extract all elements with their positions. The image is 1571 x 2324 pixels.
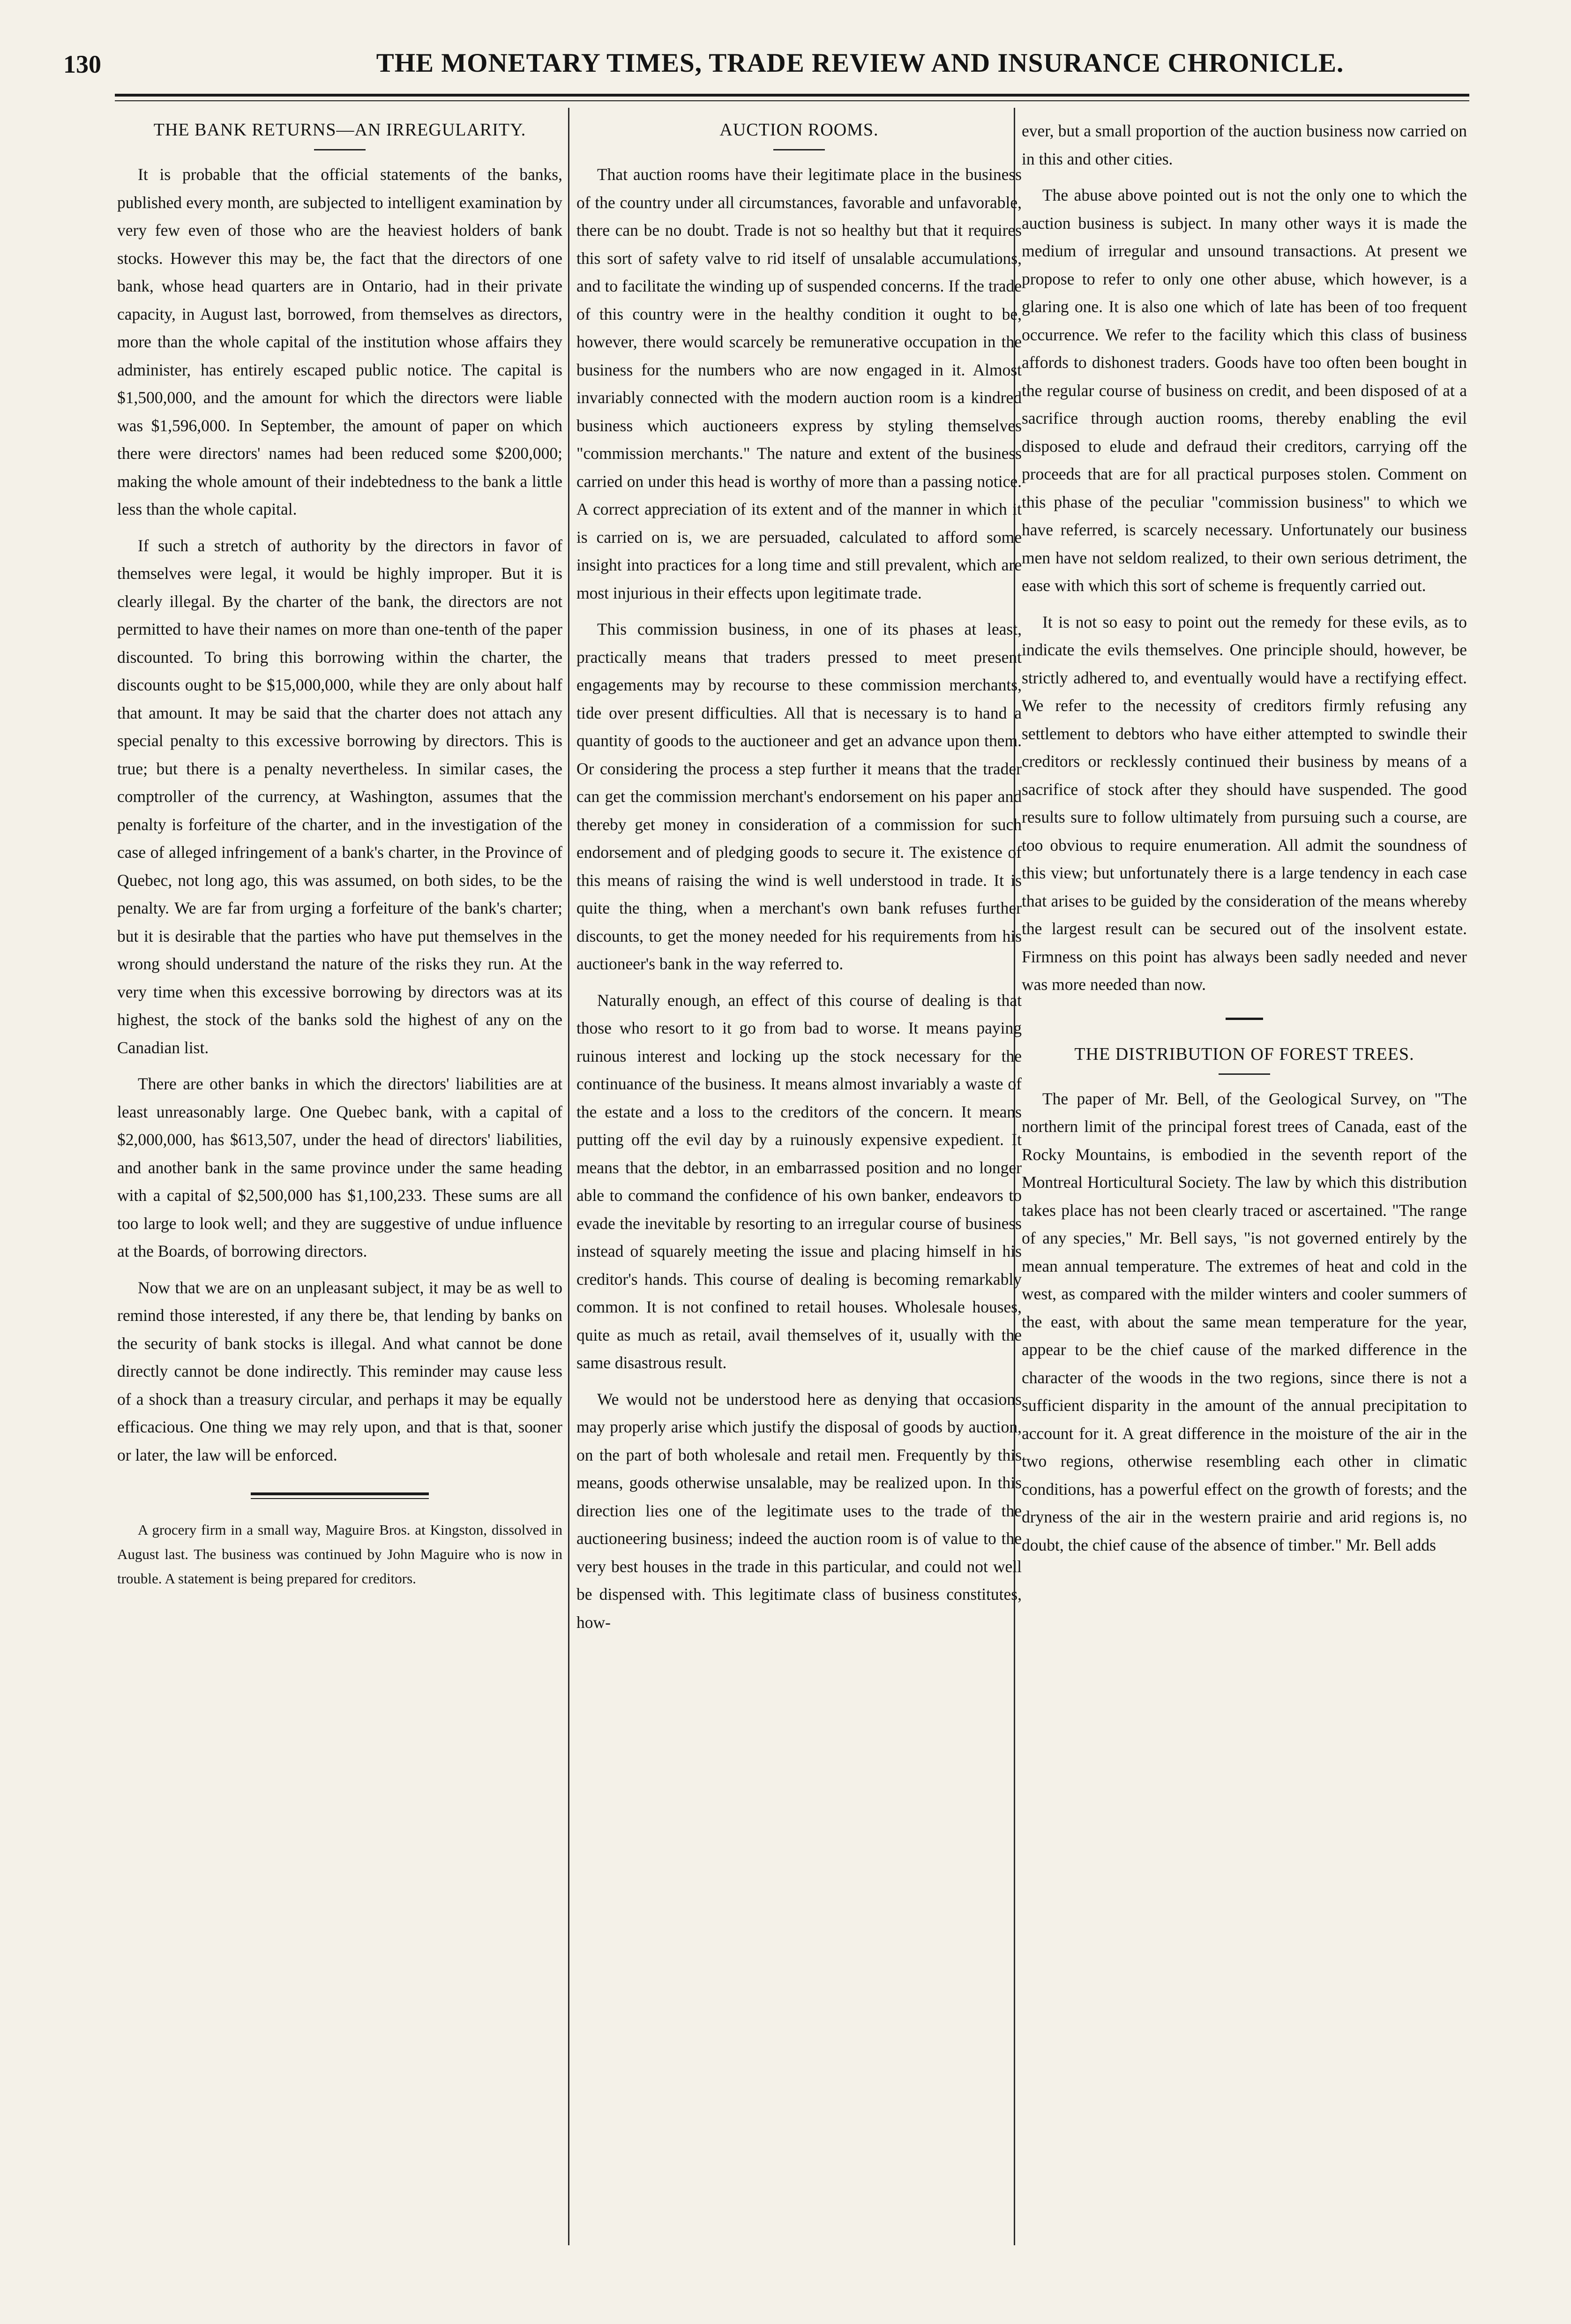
paragraph: We would not be understood here as denying that occasions may properly arise which justify the disposal of goods by auction, on the part of both wholesale and retail men. Frequently by this means, goods otherwise unsalable, may be realized upon. In this direction lies one of the legitimate uses to the trade of the auctioneering business; indeed the auction room is of value to the very best houses in the trade in this particular, and could not well be dispensed with. This legitimate class of business constitutes, how-: [576, 1389, 1022, 1632]
paragraph: That auction rooms have their legitimate place in the business of the country under all circumstances, favorable and unfavorable, there can be no doubt. Trade is not so healthy but that it requires this sort of safety valve to rid itself of unsalable accumulations, and to facilitate the winding up of suspended concerns. If the trade of this country were in the healthy condition it ought to be, however, there would scarcely be remunerative occupation in the business for the numbers who are now engaged in it. Almost invariably connected with the modern auction room is a kindred business which auctioneers express by styling themselves "commission merchants." The nature and extent of the business carried on under this head is worthy of more than a passing notice. A correct appreciation of its extent and of the manner in which it is carried on is, we are persuaded, calculated to afford some insight into practices for a long time and still prevalent, which are most injurious in their effects upon legitimate trade.: [576, 165, 1022, 602]
news-note: [117, 1518, 562, 1591]
article-title-bank-returns: THE BANK RETURNS—AN IRREGULARITY.: [153, 120, 526, 140]
note-text: A grocery firm in a small way, Maguire Bros. at Kingston, dissolved in August last. The business was continued by John Maguire who is now in trouble. A statement is being prepared for creditors.: [117, 1522, 562, 1587]
article-title-forest-trees: THE DISTRIBUTION OF FOREST TREES.: [1074, 1044, 1414, 1064]
paragraph: It is not so easy to point out the remedy for these evils, as to indicate the evils themselves. One principle should, however, be strictly adhered to, and eventually would have a rectifying effect. We refer to the necessity of creditors firmly refusing any settlement to debtors who have either attempted to swindle their creditors or recklessly continued their business by means of a sacrifice of stock after they should have suspended. The good results sure to follow ultimately from pursuing such a course, are too obvious to require enumeration. All admit the soundness of this view; but unfortunately there is a large tendency in each case that arises to be guided by the consideration of the means whereby the largest result can be secured out of the insolvent estate. Firmness on this point has always been sadly needed and never was more needed than now.: [1022, 612, 1467, 994]
page-number: 130: [63, 50, 101, 78]
section-separator: [1226, 1018, 1263, 1020]
column-3: [1022, 117, 1467, 2227]
paragraph: Now that we are on an unpleasant subject, it may be as well to remind those interested, if any there be, that lending by banks on the security of bank stocks is illegal. And what cannot be done directly cannot be done indirectly. This reminder may cause less of a shock than a treasury circular, and perhaps it may be equally efficacious. One thing we may rely upon, and that is that, sooner or later, the law will be enforced.: [117, 1278, 562, 1464]
header-rule-thick: [115, 94, 1469, 97]
title-rule: [1219, 1073, 1270, 1075]
article-title-auction-rooms: AUCTION ROOMS.: [719, 120, 879, 140]
title-rule: [314, 149, 366, 150]
paragraph: The paper of Mr. Bell, of the Geological Survey, on "The northern limit of the principal forest trees of Canada, east of the Rocky Mountains, is embodied in the seventh report of the Montreal Horticultural Society. The law by which this distribution takes place has not been clearly traced or ascertained. "The range of any species," Mr. Bell says, "is not governed entirely by the mean annual temperature. The extremes of heat and cold in the west, as compared with the milder winters and cooler summers of the east, with about the same mean temperature for the year, appear to be the chief cause of the marked difference in the character of the woods in the two regions, since there is not a sufficient disparity in the amount of the annual precipitation to account for it. A great difference in the moisture of the air in the two regions, otherwise resembling each other in climatic conditions, has a powerful effect on the growth of forests; and the dryness of the air in the western prairie and arid regions is, no doubt, the chief cause of the absence of timber." Mr. Bell adds: [1022, 1089, 1467, 1554]
title-rule: [773, 149, 825, 150]
page-header: [45, 41, 1535, 83]
column-divider: [568, 108, 569, 2245]
paragraph: This commission business, in one of its phases at least, practically means that traders pressed to meet present engagements may by recourse to these commission merchants, tide over present difficulties. All that is necessary is to hand a quantity of goods to the auctioneer and get an advance upon them. Or considering the process a step further it means that the trader can get the commission merchant's endorsement on his paper and thereby get money in consideration of a commission for such endorsement and of pledging goods to secure it. The existence of this means of raising the wind is well understood in trade. It is quite the thing, when a merchant's own bank refuses further discounts, to get the money needed for his requirements from his auctioneer's bank in the way referred to.: [576, 620, 1022, 973]
paragraph: The abuse above pointed out is not the only one to which the auction business is subject. In many other ways it is made the medium of irregular and unsound transactions. At present we propose to refer to only one other abuse, which however, is a glaring one. It is also one which of late has been of too frequent occurrence. We refer to the facility which this class of business affords to dishonest traders. Goods have too often been bought in the regular course of business on credit, and been disposed of at a sacrifice through auction rooms, thereby enabling the evil disposed to elude and defraud their creditors, carrying off the proceeds that are for all practical purposes stolen. Comment on this phase of the peculiar "commission business" to which we have referred, is scarcely necessary. Unfortunately our business men have not seldom realized, to their own serious detriment, the ease with which this sort of scheme is frequently carried out.: [1022, 186, 1467, 595]
header-rule-thin: [115, 100, 1469, 101]
running-head: THE MONETARY TIMES, TRADE REVIEW AND INSURANCE CHRONICLE.: [376, 48, 1344, 78]
paragraph: Naturally enough, an effect of this course of dealing is that those who resort to it go from bad to worse. It means paying ruinous interest and locking up the stock necessary for the continuance of the business. It means almost invariably a waste of the estate and a loss to the creditors of the concern. It means putting off the evil day by a ruinously expensive expedient. It means that the debtor, in an embarrassed position and no longer able to command the confidence of his own banker, endeavors to evade the inevitable by resorting to an irregular course of business instead of squarely meeting the issue and placing himself in his creditor's hands. This course of dealing is becoming remarkably common. It is not confined to retail houses. Wholesale houses, quite as much as retail, avail themselves of it, usually with the same disastrous result.: [576, 990, 1022, 1372]
section-separator: [251, 1492, 429, 1499]
paragraph: If such a stretch of authority by the directors in favor of themselves were legal, it would be highly improper. But it is clearly illegal. By the charter of the bank, the directors are not permitted to have their names on more than one-tenth of the paper discounted. To bring this borrowing within the charter, the discounts ought to be $15,000,000, while they are only about half that amount. It may be said that the charter does not attach any special penalty to this excessive borrowing by directors. This is true; but there is a penalty nevertheless. In similar cases, the comptroller of the currency, at Washington, assumes that the penalty is forfeiture of the charter, and in the investigation of the case of alleged infringement of a bank's charter, in the Province of Quebec, not long ago, this was assumed, on both sides, to be the penalty. We are far from urging a forfeiture of the bank's charter; but it is desirable that the parties who have put themselves in the wrong should understand the nature of the risks they run. At the very time when this excessive borrowing by directors was at its highest, the stock of the banks sold the highest of any on the Canadian list.: [117, 536, 562, 1057]
paragraph: It is probable that the official statements of the banks, published every month, are subjected to intelligent examination by very few even of those who are the heaviest holders of bank stocks. However this may be, the fact that the directors of one bank, whose head quarters are in Ontario, had in their private capacity, in August last, borrowed, from themselves as directors, more than the whole capital of the institution whose affairs they administer, has entirely escaped public notice. The capital is $1,500,000, and the amount for which the directors were liable was $1,596,000. In September, the amount of paper on which there were directors' names had been reduced some $200,000; making the whole amount of their indebtedness to the bank a little less than the whole capital.: [117, 165, 562, 518]
column-2: [576, 117, 1022, 2227]
paragraph: There are other banks in which the directors' liabilities are at least unreasonably large. One Quebec bank, with a capital of $2,000,000, has $613,507, under the head of directors' liabilities, and another bank in the same province under the same heading with a capital of $2,500,000 has $1,100,233. These sums are all too large to look well; and they are suggestive of undue influence at the Boards, of borrowing directors.: [117, 1074, 562, 1260]
column-1: [117, 117, 562, 2227]
paragraph: ever, but a small proportion of the auction business now carried on in this and other cities.: [1022, 121, 1467, 168]
